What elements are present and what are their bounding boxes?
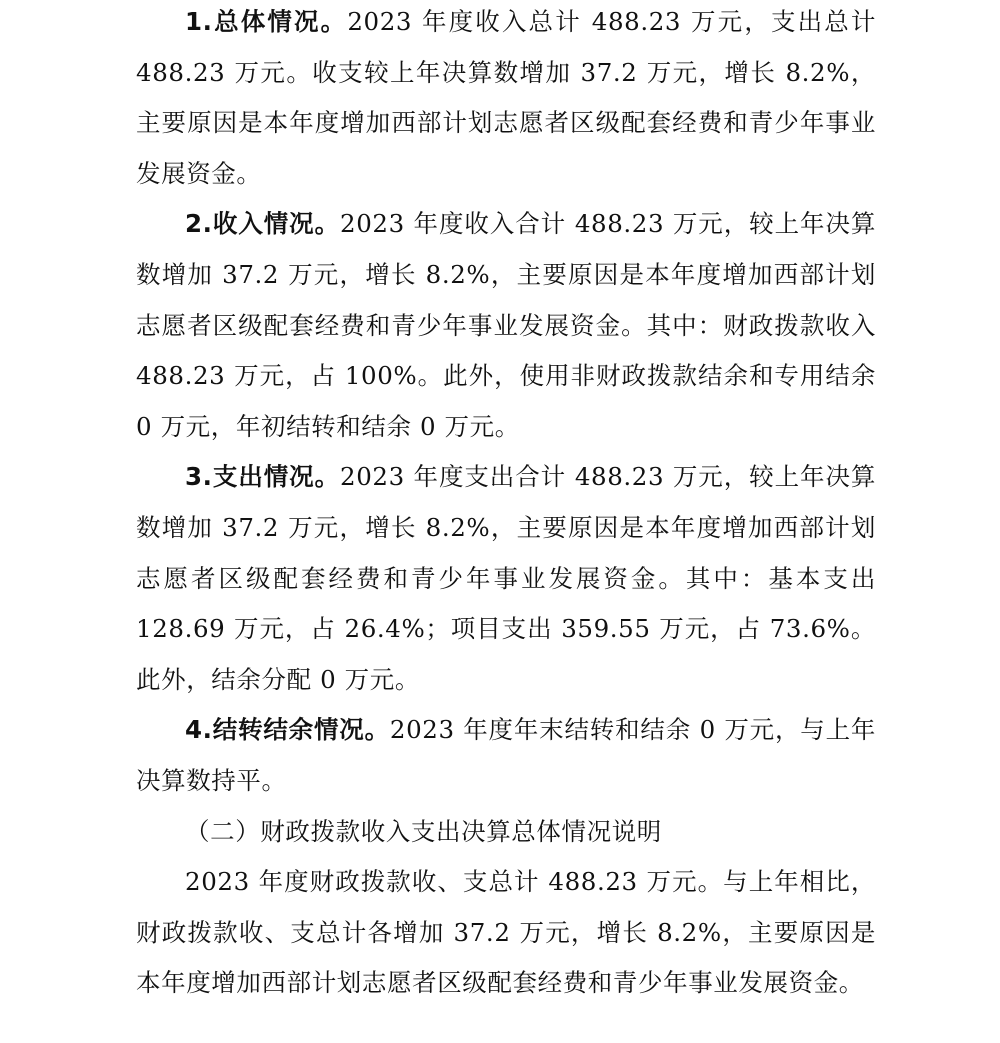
paragraph-expenditure — [136, 452, 876, 705]
paragraph-balance — [136, 705, 876, 806]
paragraph-body: 2023 年度收入合计 488.23 万元，较上年决算数增加 37.2 万元，增长 8.2%，主要原因是本年度增加西部计划志愿者区级配套经费和青少年事业发展资金。其中：财政拨款收入 488.23 万元，占 100%。此外，使用非财政拨款结余和专用结余 0 万元，年初结转和结余 0 万元。 — [136, 209, 876, 441]
paragraph-lead: 2.收入情况。 — [185, 209, 341, 239]
paragraph-income — [136, 199, 876, 452]
paragraph-body: 2023 年度支出合计 488.23 万元，较上年决算数增加 37.2 万元，增长 8.2%，主要原因是本年度增加西部计划志愿者区级配套经费和青少年事业发展资金。其中：基本支出 128.69 万元，占 26.4%；项目支出 359.55 万元，占 73.6%。此外，结余分配 0 万元。 — [136, 462, 876, 694]
paragraph-body: 2023 年度年末结转和结余 0 万元，与上年决算数持平。 — [136, 715, 876, 795]
paragraph-body: 2023 年度收入总计 488.23 万元，支出总计 488.23 万元。收支较上年决算数增加 37.2 万元，增长 8.2%，主要原因是本年度增加西部计划志愿者区级配套经费和青少年事业发展资金。 — [136, 7, 876, 188]
section-subheading: （二）财政拨款收入支出决算总体情况说明 — [185, 816, 662, 846]
paragraph-lead: 3.支出情况。 — [185, 462, 341, 492]
paragraph-lead: 4.结转结余情况。 — [185, 715, 390, 745]
paragraph-fiscal-summary: 2023 年度财政拨款收、支总计 488.23 万元。与上年相比，财政拨款收、支总计各增加 37.2 万元，增长 8.2%，主要原因是本年度增加西部计划志愿者区级配套经费和青少年事业发展资金。 — [136, 867, 876, 998]
paragraph-lead: 1.总体情况。 — [185, 7, 348, 36]
paragraph-overall — [136, 0, 876, 199]
document-page — [136, 0, 876, 1009]
